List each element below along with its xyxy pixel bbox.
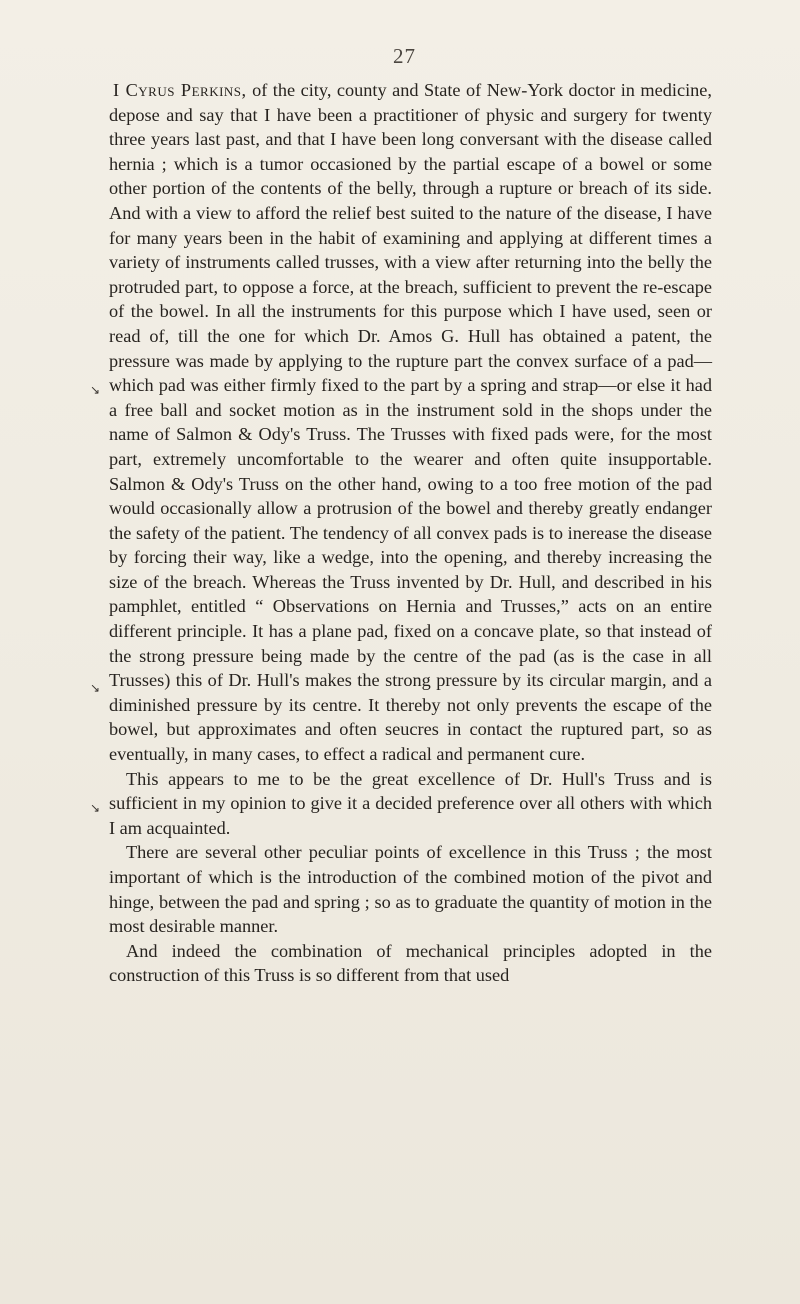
- paragraph-text: And indeed the combination of mechanical principles adopted in the construction of this Truss is so different from that used: [109, 940, 712, 986]
- paragraph-text: of the city, county and State of New-York doctor in medicine, depose and say that I have been a practitioner of physic and surgery for twenty three years last past, and that I have been long conversant with the disease called hernia ; which is a tumor occasioned by the partial escape of a bowel or some other portion of the contents of the belly, through a rupture or breach of its side. And with a view to afford the relief best suited to the nature of the disease, I have for many years been in the habit of examining and applying at different times a variety of instruments called trusses, with a view after returning into the belly the protruded part, to oppose a force, at the breach, sufficient to prevent the re-escape of the bowel. In all the instruments for this purpose which I have used, seen or read of, till the one for which Dr. Amos G. Hull has obtained a patent, the pressure was made by applying to the rupture part the convex surface of a pad—which pad was either firmly fixed to the part by a spring and strap—or else it had a free ball and socket motion as in the instrument sold in the shops under the name of Salmon & Ody's Truss. The Trusses with fixed pads were, for the most part, extremely uncomfortable to the wearer and often quite insupportable. Salmon & Ody's Truss on the other hand, owing to a too free motion of the pad would occasionally allow a protrusion of the bowel and thereby greatly endanger the safety of the patient. The tendency of all convex pads is to inerease the disease by forcing their way, like a wedge, into the opening, and thereby increasing the size of the breach. Whereas the Truss invented by Dr. Hull, and described in his pamphlet, entitled “ Observations on Hernia and Trusses,” acts on an entire different principle. It has a plane pad, fixed on a concave plate, so that instead of the strong pressure being made by the centre of the pad (as is the case in all Trusses) this of Dr. Hull's makes the strong pressure by its circular margin, and a diminished pressure by its centre. It thereby not only prevents the escape of the bowel, but approximates and often seucres in contact the ruptured part, so as eventually, in many cases, to effect a radical and permanent cure.: [109, 80, 712, 765]
- margin-mark: ↘: [90, 681, 101, 695]
- paragraph-lead: I Cyrus Perkins,: [113, 80, 247, 100]
- paragraph-text: This appears to me to be the great excellence of Dr. Hull's Truss and is sufficient in my opinion to give it a decided preference over all others with which I am acquainted.: [109, 768, 712, 838]
- paragraph: [109, 78, 712, 767]
- paragraph: [109, 767, 712, 841]
- margin-mark: ↘: [90, 383, 101, 397]
- paragraph: [109, 840, 712, 938]
- paragraph-text: There are several other peculiar points of excellence in this Truss ; the most important of which is the introduction of the combined motion of the pivot and hinge, between the pad and spring ; so as to graduate the quantity of motion in the most desirable manner.: [109, 842, 712, 937]
- body-text: [109, 78, 712, 988]
- paragraph: [109, 939, 712, 988]
- margin-mark: ↘: [90, 801, 101, 815]
- page-number: 27: [393, 44, 416, 68]
